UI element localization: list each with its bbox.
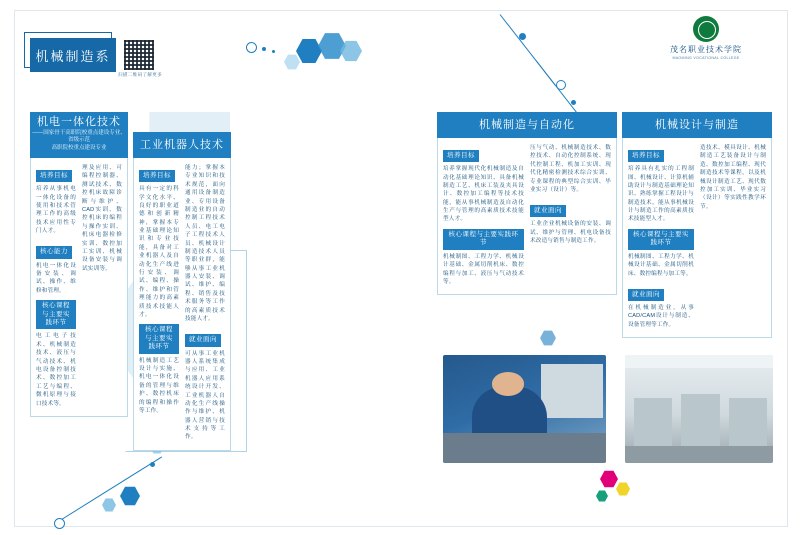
- program-title: 机电一体化技术 ——国家骨干高职院校重点建设专业、省级示范 高职院校重点建设专业: [30, 112, 128, 158]
- section-body: 可从事工业机器人系统集成与应用、工业机器人应用系统设计开发、工业机器人自动化生产线操作与维护、机器人营销与技术支持等工作。: [185, 350, 225, 441]
- section-body: 机械制造工艺设计与实施、机电一体化设备的管理与维护、数控机床的编程和操作等工作。: [139, 357, 179, 415]
- decorative-hexagon: [616, 482, 630, 496]
- program-title: 工业机器人技术: [133, 132, 231, 158]
- section-head: 核心课程与主要实践环节: [36, 300, 76, 329]
- decorative-hexagon: [102, 498, 116, 512]
- section-head: 培养目标: [443, 150, 479, 162]
- program-left-column: [443, 144, 524, 286]
- school-seal-icon: [693, 16, 719, 42]
- program-title: 机械设计与制造: [622, 112, 772, 138]
- program-title: 机械制造与自动化: [437, 112, 617, 138]
- decorative-dot: [571, 100, 576, 105]
- section-head: 核心课程与主要实践环节: [628, 229, 694, 250]
- section-head: 就业面向: [530, 205, 566, 217]
- program-card-manufacturing-automation: [437, 112, 617, 295]
- section-body: 机械制图、工程力学、机械设计基础、金属切削机床、数控编程与加工等。: [628, 253, 694, 277]
- decorative-hexagon: [340, 40, 362, 62]
- department-badge: 机械制造系: [30, 38, 116, 72]
- program-card-mechatronics: [30, 112, 128, 417]
- decorative-hexagon: [540, 330, 556, 346]
- section-body: 培养掌握现代化机械制造及自动化基础理论知识、具备机械制造工艺、机床工装及夹具设计、数控加工编程等技术技能，能从事机械制造及自动化生产与管理的高素质技术技能型人才。: [443, 166, 524, 223]
- program-left-column: [36, 164, 76, 408]
- program-body: [133, 158, 231, 451]
- decorative-dot: [519, 33, 526, 40]
- decorative-hexagon: [596, 490, 608, 502]
- decorative-ring: [54, 518, 65, 529]
- section-body: 培养具有扎实的工程制图、机械设计、计算机辅助设计与制造基础理论知识、熟练掌握工程设计与制造技术，能从事机械设计与制造工作的高素质技术技能型人才。: [628, 166, 694, 223]
- qr-caption: 扫描二维码了解更多: [118, 72, 163, 77]
- program-right-column: [82, 164, 122, 408]
- program-right-column: [530, 144, 611, 286]
- decorative-hexagon: [120, 486, 140, 506]
- program-body: [622, 138, 772, 338]
- program-card-industrial-robot: [133, 112, 231, 451]
- program-body: [437, 138, 617, 295]
- section-body: 压与气动、机械制造技术、数控技术、自动化控制系统、现代控制工程、机加工实训、现代化精密检测技术综合实训、专业课程的典型综合实训、毕业实习（设计）等。: [530, 145, 611, 193]
- section-body: 造技术、模具设计、机械制造工艺装备设计与制造、数控加工编程、现代制造技术等课程，以及机械设计制造工艺、现代数控加工实训、毕业实习（设计）等实践性教学环节。: [700, 145, 766, 210]
- section-body: 机械制图、工程力学、机械设计基础、金属切削机床、数控编程与加工、液压与气动技术等。: [443, 253, 524, 285]
- school-name: 茂名职业技术学院: [670, 45, 742, 54]
- section-head: 培养目标: [628, 150, 664, 162]
- decorative-ring: [246, 42, 257, 53]
- section-head: 培养目标: [139, 170, 175, 182]
- section-body: 具有一定的科学文化水平、良好的职业道德和创新精神，掌握本专业基础理论知识和专业技能，具备对工业机器人及自动化生产线进行安装、调试、编程、操作、维护和管理能力的高素质技术技能人才。: [139, 186, 179, 318]
- decorative-hexagon: [284, 54, 300, 70]
- program-right-column: [185, 164, 225, 442]
- decorative-dot: [150, 462, 155, 467]
- decorative-dot: [262, 47, 266, 51]
- section-head: 就业面向: [628, 289, 664, 301]
- photo-student-at-machine: [443, 355, 606, 463]
- program-left-column: [628, 144, 694, 329]
- section-head: 培养目标: [36, 170, 72, 182]
- program-card-mechanical-design: [622, 112, 772, 338]
- school-logo: [646, 16, 766, 60]
- decorative-ring: [556, 80, 566, 90]
- qr-code-icon: [124, 40, 154, 70]
- section-body: 电工电子技术、机械制造技术、液压与气动技术、机电设备控制技术、数控加工工艺与编程、微机原理与接口技术等。: [36, 333, 76, 407]
- section-body: 在机械制造业，从事CAD/CAM设计与制造、设备管理等工作。: [628, 305, 694, 328]
- section-body: 工业企业机械设备的安装、调试、维护与管理、机电设备技术改造与销售与制造工作。: [530, 221, 611, 245]
- program-left-column: [139, 164, 179, 442]
- section-body: 理及应用、可编程控制器、测试技术、数控机床故障诊断与维护、CAD实训、数控机床的编程与操作实训、机床电器检修实训、数控加工实训、机械设备安装与调试实训等。: [82, 165, 122, 272]
- photo-laboratory: [625, 355, 773, 463]
- section-body: 培养从事机电一体化设备的使用和技术管理工作的高级技术应用性专门人才。: [36, 186, 76, 235]
- section-body: 能力；掌握本专业知识和技术规范，面向通用设备制造业、专用设备制造业的自动控制工程技术人员、电工电子工程技术人员、机械设计制造技术人员等职业群，能够从事工业机器人安装、调试、维护、编程、销售及技术服务等工作的高素质技术技能人才。: [185, 165, 225, 323]
- decorative-dot: [272, 50, 275, 53]
- school-name-en: MAOMING VOCATIONAL COLLEGE: [672, 56, 740, 60]
- program-right-column: [700, 144, 766, 329]
- section-head: 就业面向: [185, 334, 221, 346]
- section-head: 核心课程与主要实践环节: [139, 324, 179, 353]
- section-body: 机电一体化设备安装、调试、操作、维修和管理。: [36, 262, 76, 294]
- section-head: 核心课程与主要实践环节: [443, 229, 524, 250]
- section-head: 核心能力: [36, 246, 72, 258]
- program-body: [30, 158, 128, 417]
